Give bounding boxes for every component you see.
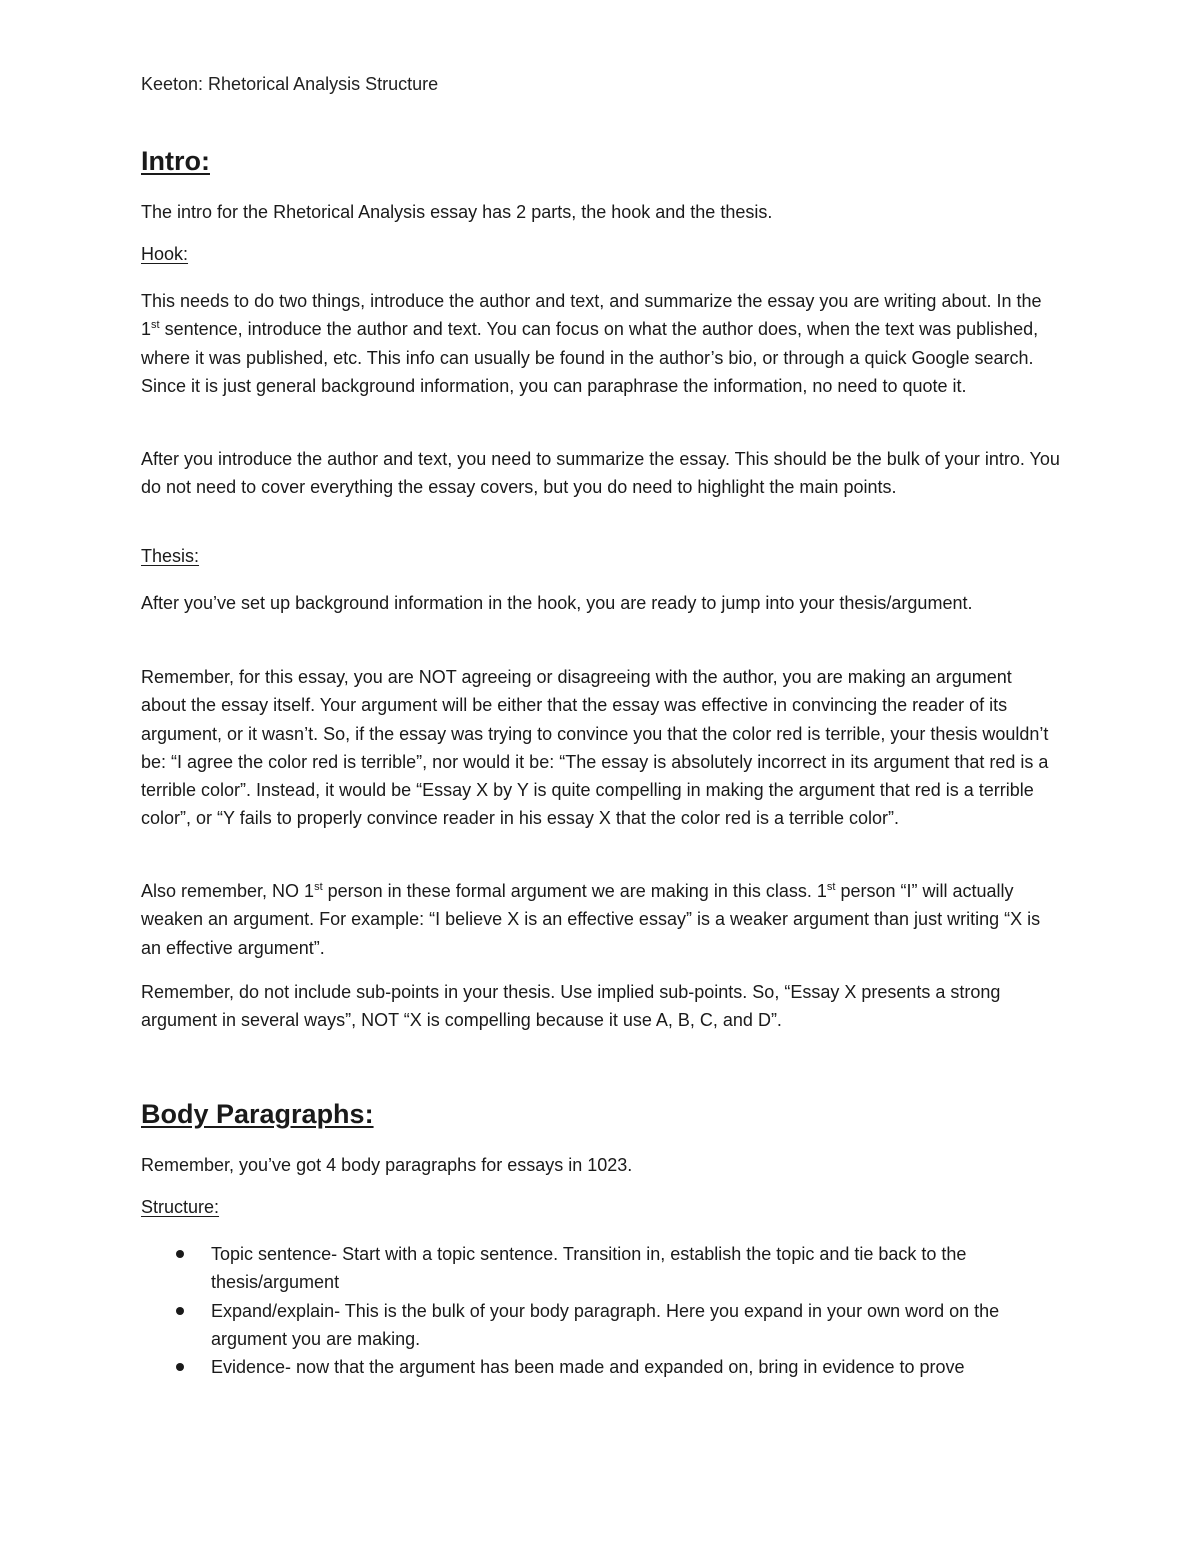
thesis-paragraph-3: Also remember, NO 1st person in these formal argument we are making in this class. 1st person “I” will actually weaken an argument. For example: “I believe X is an effective essay” is a weaker argument than just writing “X is an effective argument”. bbox=[141, 881, 1041, 958]
list-item: Topic sentence- Start with a topic sentence. Transition in, establish the topic and tie back to the thesis/argument bbox=[141, 1240, 1061, 1297]
intro-heading: Intro: bbox=[141, 146, 210, 176]
structure-list bbox=[141, 1240, 1061, 1381]
thesis-paragraph-4: Remember, do not include sub-points in your thesis. Use implied sub-points. So, “Essay X presents a strong argument in several ways”, NOT “X is compelling because it use A, B, C, and D”. bbox=[141, 982, 1001, 1031]
bullet-icon bbox=[176, 1250, 184, 1258]
bullet-icon bbox=[176, 1363, 184, 1371]
body-lead: Remember, you’ve got 4 body paragraphs for essays in 1023. bbox=[141, 1155, 633, 1175]
list-item: Expand/explain- This is the bulk of your body paragraph. Here you expand in your own word on the argument you are making. bbox=[141, 1297, 1061, 1354]
hook-paragraph-2: After you introduce the author and text, you need to summarize the essay. This should be the bulk of your intro. You do not need to cover everything the essay covers, but you do need to highlight the main points. bbox=[141, 449, 1060, 498]
thesis-label: Thesis: bbox=[141, 546, 200, 566]
hook-paragraph-1: This needs to do two things, introduce the author and text, and summarize the essay you are writing about. In the 1st sentence, introduce the author and text. You can focus on what the author does, when the text was published, where it was published, etc. This info can usually be found in the author’s bio, or through a quick Google search. Since it is just general background information, you can paraphrase the information, no need to quote it. bbox=[141, 291, 1042, 396]
list-item: Evidence- now that the argument has been made and expanded on, bring in evidence to prove bbox=[141, 1353, 1061, 1381]
intro-lead: The intro for the Rhetorical Analysis essay has 2 parts, the hook and the thesis. bbox=[141, 202, 773, 222]
hook-label: Hook: bbox=[141, 244, 189, 264]
bullet-icon bbox=[176, 1307, 184, 1315]
document-header: Keeton: Rhetorical Analysis Structure bbox=[141, 74, 439, 94]
thesis-paragraph-2: Remember, for this essay, you are NOT agreeing or disagreeing with the author, you are making an argument about the essay itself. Your argument will be either that the essay was effective in convincing the reader of its argument, or it wasn’t. So, if the essay was trying to convince you that the color red is terrible, your thesis wouldn’t be: “I agree the color red is terrible”, nor would it be: “The essay is absolutely incorrect in its argument that red is a terrible color”. Instead, it would be “Essay X by Y is quite compelling in making the argument that red is a terrible color”, or “Y fails to properly convince reader in his essay X that the color red is a terrible color”. bbox=[141, 667, 1049, 829]
structure-label: Structure: bbox=[141, 1197, 220, 1217]
body-paragraphs-heading: Body Paragraphs: bbox=[141, 1099, 374, 1129]
thesis-paragraph-1: After you’ve set up background information in the hook, you are ready to jump into your thesis/argument. bbox=[141, 593, 973, 613]
